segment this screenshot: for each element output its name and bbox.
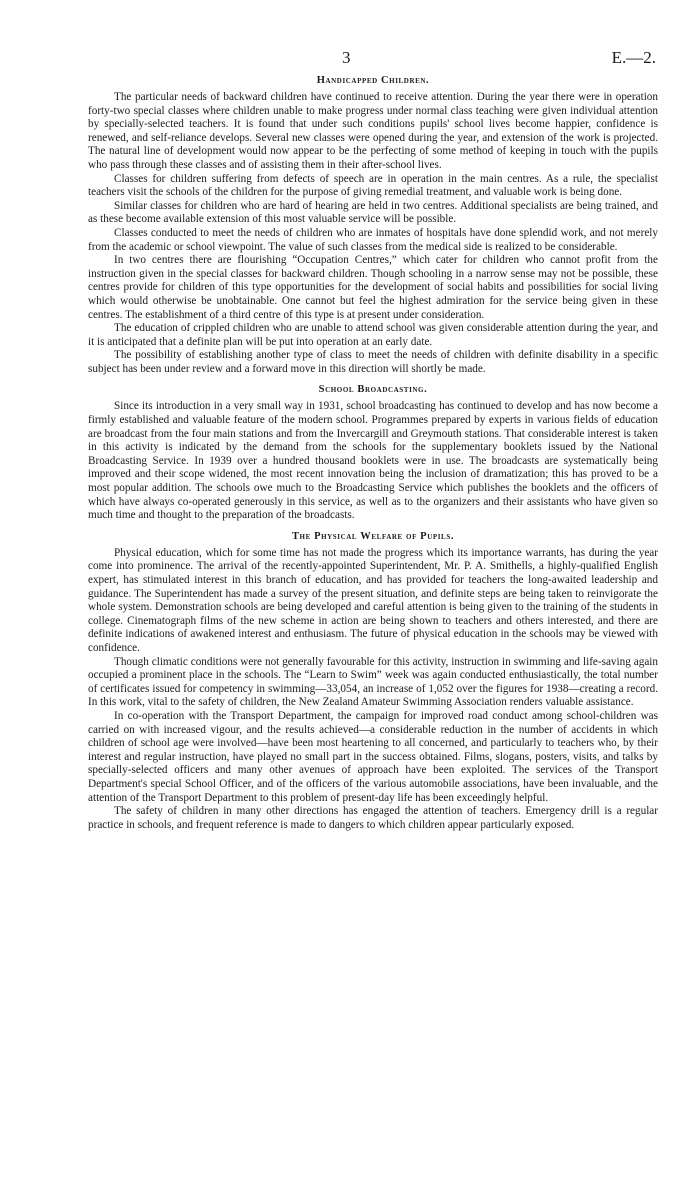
page-header: [88, 48, 658, 74]
paragraph: Since its introduction in a very small way in 1931, school broadcasting has continued to develop and has now become a firmly established and valuable feature of the modern school. Programmes prepared by experts in various fields of education are broadcast from the four main stations and from the Invercargill and Greymouth stations. That considerable interest is taken in this activity is indicated by the demand from the schools for the supplementary booklets issued by the National Broadcasting Service. In 1939 over a hundred thousand booklets were in use. The broadcasts are systematically being improved and their scope widened, the most recent innovation being the inclusion of dramatization; this has proved to be a most popular addition. The schools owe much to the Broadcasting Service which publishes the booklets and the officers of which have always co-operated generously in this service, as well as to the organizers and their assistants who have given so much time and thought to the preparation of the broadcasts.: [88, 400, 658, 522]
paragraph: Physical education, which for some time has not made the progress which its importance warrants, has during the year come into prominence. The arrival of the recently-appointed Superintendent, Mr. P. A. Smithells, a highly-qualified English expert, has stimulated interest in this branch of education, and has provided for teachers the long-awaited leadership and guidance. The Superintendent has made a survey of the present situation, and definite steps are being taken to reinvigorate the whole system. Demonstration schools are being developed and careful attention is being given to the training of the students in college. Cinematograph films of the new scheme in action are being shown to teachers and others interested, and there are definite indications of awakened interest and enthusiasm. The future of physical education in the schools may be viewed with confidence.: [88, 546, 658, 654]
section-physical-welfare: [88, 530, 658, 832]
paragraph: In co-operation with the Transport Department, the campaign for improved road conduct among school-children was carried on with increased vigour, and the results achieved—a considerable reduction in the number of accidents in which children of school age were involved—have been most heartening to all concerned, and particularly to teachers who, by their interest and regular instruction, have played no small part in the success obtained. Films, slogans, posters, visits, and talks by specially-selected officers and many other avenues of approach have been exploited. The services of the Transport Department's special School Officer, and of the officers of the various automobile associations, have been invaluable, and the attention of the Transport Department to this problem of present-day life has been exceedingly helpful.: [88, 709, 658, 804]
paragraph: Classes conducted to meet the needs of children who are inmates of hospitals have done splendid work, and not merely from the academic or school viewpoint. The value of such classes from the medical side is realized to be considerable.: [88, 226, 658, 253]
page-number: 3: [342, 48, 351, 67]
document-reference: E.—2.: [611, 48, 656, 67]
section-title: Handicapped Children.: [316, 75, 430, 86]
paragraph: Similar classes for children who are hard of hearing are held in two centres. Additional specialists are being trained, and as these become available extension of this most valuable service will be possible.: [88, 199, 658, 226]
section-title: School Broadcasting.: [318, 384, 428, 396]
paragraph: Though climatic conditions were not generally favourable for this activity, instruction in swimming and life-saving again occupied a prominent place in the schools. The “Learn to Swim” week was again conducted enthusiastically, the total number of certificates issued for competency in swimming—33,054, an increase of 1,052 over the figures for 1938—creating a record. In this work, vital to the safety of children, the New Zealand Amateur Swimming Association renders valuable assistance.: [88, 655, 658, 709]
paragraph: The safety of children in many other directions has engaged the attention of teachers. Emergency drill is a regular practice in schools, and frequent reference is made to dangers to which children appear particularly exposed.: [88, 805, 658, 831]
section-school-broadcasting: [88, 383, 658, 522]
paragraph: The possibility of establishing another type of class to meet the needs of children with definite disability in a specific subject has been under review and a forward move in this direction will shortly be made.: [88, 349, 658, 375]
paragraph: The particular needs of backward children have continued to receive attention. During the year there were in operation forty-two special classes where children unable to make progress under normal class teaching were given individual attention by specially-selected teachers. It is found that under such conditions pupils' school lives become happier, confidence is renewed, and self-reliance develops. Several new classes were opened during the year, and extension of the work is projected. The natural line of development would now appear to be the perfecting of some method of keeping in touch with the pupils who pass through these classes and of assisting them in their after-school lives.: [88, 91, 658, 171]
paragraph: The education of crippled children who are unable to attend school was given considerable attention during the year, and it is anticipated that a definite plan will be put into operation at an early date.: [88, 322, 658, 348]
section-title: The Physical Welfare of Pupils.: [291, 530, 455, 542]
document-page: [88, 48, 658, 839]
section-handicapped-children: [88, 74, 658, 376]
paragraph: In two centres there are flourishing “Occupation Centres,” which cater for children who cannot profit from the instruction given in the special classes for backward children. Though schooling in a narrow sense may not be possible, these centres provide for children of this type opportunities for the development of social habits and possibilities for social living which would otherwise be unobtainable. One cannot but feel the highest admiration for the service being given in these centres. The establishment of a third centre of this type is at present under consideration.: [88, 254, 658, 321]
paragraph: Classes for children suffering from defects of speech are in operation in the main centres. As a rule, the specialist teachers visit the schools of the children for the purpose of giving remedial treatment, and valuable work is being done.: [88, 172, 658, 199]
